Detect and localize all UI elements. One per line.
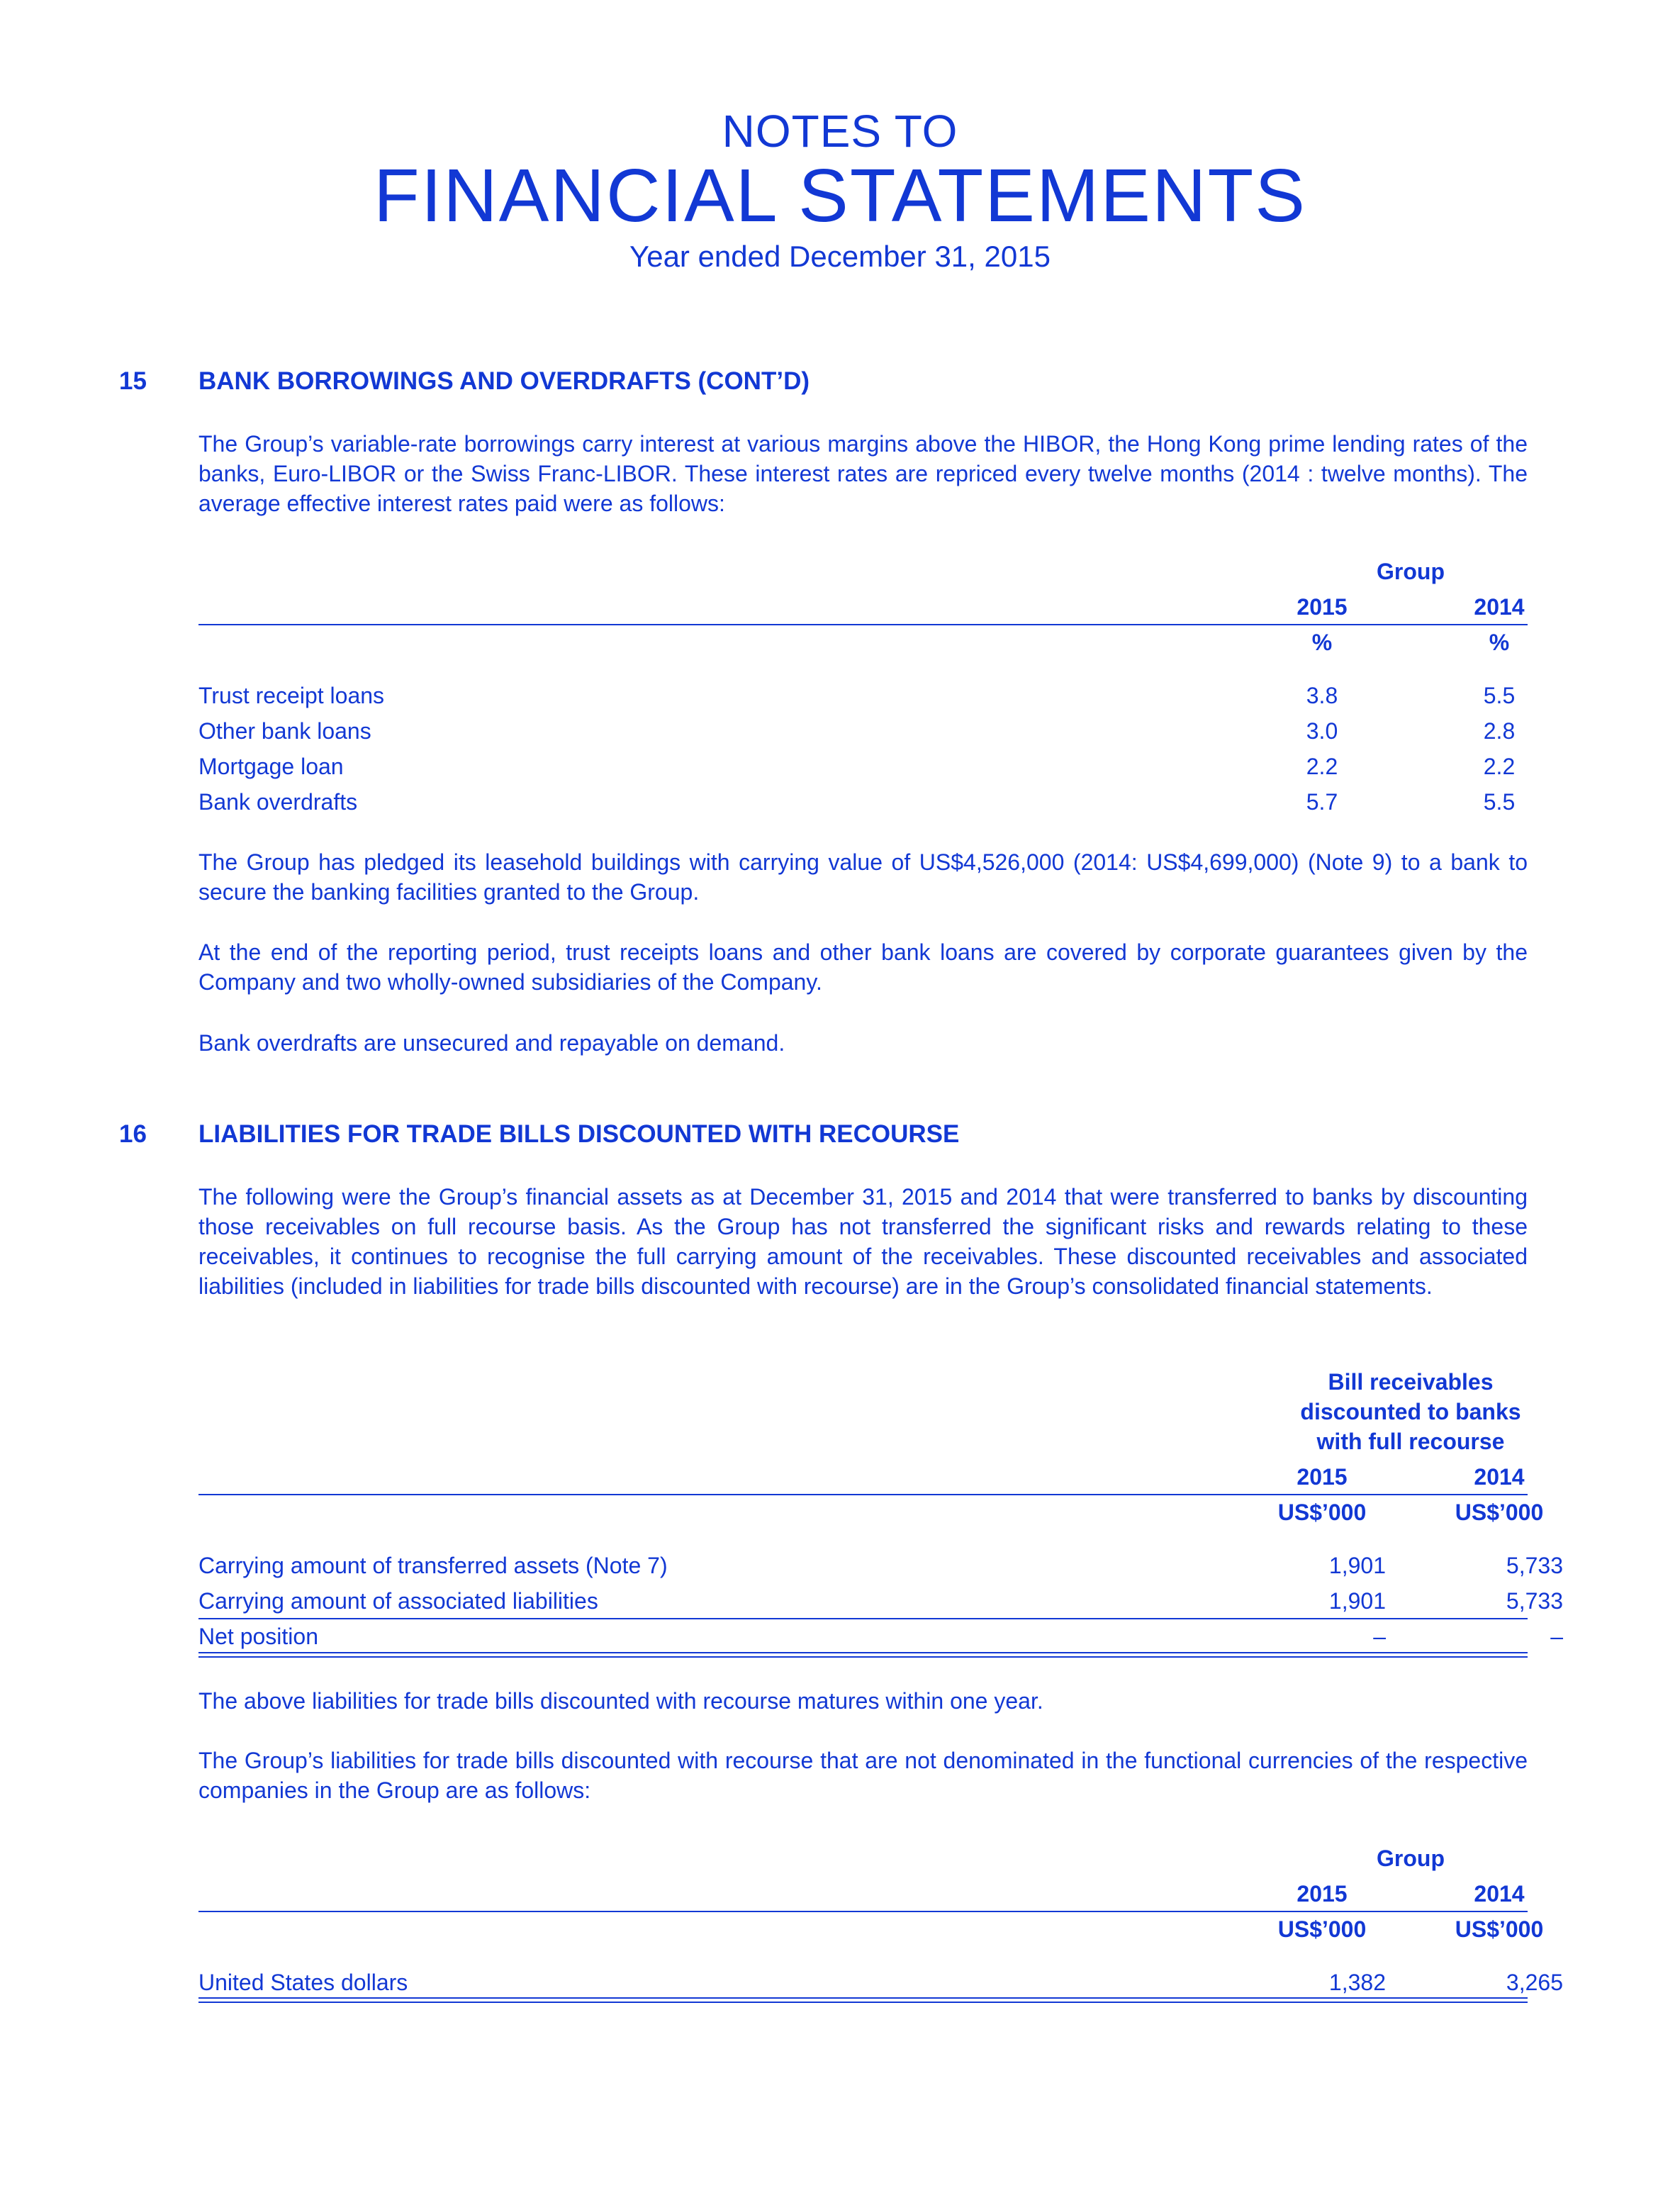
currency-table — [198, 1840, 1563, 2010]
unit-2015: US$’000 — [1277, 1916, 1367, 1942]
interest-rates-table — [198, 553, 1528, 822]
value-2015: 2.2 — [1306, 754, 1338, 779]
row-label: Mortgage loan — [198, 754, 344, 779]
section-16-currency-note: The Group’s liabilities for trade bills discounted with recourse that are not denominated in the functional currencies of the respective companies in the Group are as follows: — [198, 1748, 1528, 1803]
year-2015-header: 2015 — [1297, 594, 1348, 620]
value-2015: 1,901 — [1328, 1553, 1386, 1578]
unit-2015: US$’000 — [1277, 1500, 1367, 1525]
section-16-maturity-note: The above liabilities for trade bills discounted with recourse matures within one year. — [198, 1688, 1043, 1714]
table-head-line3: with full recourse — [1316, 1429, 1505, 1454]
page-header — [0, 106, 1680, 275]
row-label: United States dollars — [198, 1970, 408, 1995]
row-label: Trust receipt loans — [198, 683, 385, 708]
section-16-title: LIABILITIES FOR TRADE BILLS DISCOUNTED WITH RECOURSE — [198, 1120, 960, 1148]
transferred-assets-table — [198, 1365, 1563, 1663]
value-2014: 5.5 — [1483, 683, 1516, 708]
table-head-line2: discounted to banks — [1300, 1399, 1521, 1424]
value-2014: 5,733 — [1506, 1588, 1563, 1614]
section-16-number: 16 — [119, 1120, 147, 1148]
value-2014: 3,265 — [1506, 1970, 1563, 1995]
year-2015-header: 2015 — [1297, 1881, 1348, 1907]
value-2014: 5,733 — [1506, 1553, 1563, 1578]
section-15-pledge-note: The Group has pledged its leasehold buildings with carrying value of US$4,526,000 (2014: US$4,699,000) (Note 9) to a bank to secure the banking facilities granted to the Group. — [198, 849, 1528, 905]
unit-2014: US$’000 — [1455, 1916, 1544, 1942]
unit-2015: % — [1311, 630, 1333, 655]
value-2015: 3.8 — [1306, 683, 1338, 708]
net-position-2015: – — [1373, 1624, 1386, 1649]
year-2014-header: 2014 — [1474, 1881, 1525, 1907]
table-head-line1: Bill receivables — [1328, 1369, 1494, 1395]
row-label: Other bank loans — [198, 718, 371, 744]
header-title: FINANCIAL STATEMENTS — [373, 154, 1307, 238]
net-position-label: Net position — [198, 1624, 318, 1649]
net-position-2014: – — [1550, 1624, 1563, 1649]
value-2014: 2.2 — [1483, 754, 1516, 779]
year-2014-header: 2014 — [1474, 594, 1525, 620]
value-2015: 3.0 — [1306, 718, 1338, 744]
year-2015-header: 2015 — [1297, 1464, 1348, 1490]
value-2014: 5.5 — [1483, 789, 1516, 815]
group-header: Group — [1377, 559, 1445, 584]
total-double-rule — [198, 1997, 1528, 2003]
value-2014: 2.8 — [1483, 718, 1516, 744]
section-15-title: BANK BORROWINGS AND OVERDRAFTS (CONT’D) — [198, 367, 810, 395]
total-double-rule — [198, 1652, 1528, 1658]
subtotal-rule — [198, 1618, 1528, 1619]
section-15-number: 15 — [119, 367, 147, 395]
section-15-guarantee-note: At the end of the reporting period, trust receipts loans and other bank loans are covered by corporate guarantees given by the Company and two wholly-owned subsidiaries of the Company. — [198, 939, 1528, 995]
value-2015: 1,901 — [1328, 1588, 1386, 1614]
value-2015: 1,382 — [1328, 1970, 1386, 1995]
row-label: Bank overdrafts — [198, 789, 358, 815]
unit-2014: US$’000 — [1455, 1500, 1544, 1525]
header-rule — [198, 1911, 1528, 1912]
year-2014-header: 2014 — [1474, 1464, 1525, 1490]
header-period: Year ended December 31, 2015 — [629, 240, 1051, 273]
header-notes-to: NOTES TO — [722, 106, 958, 157]
value-2015: 5.7 — [1306, 789, 1338, 815]
row-label: Carrying amount of transferred assets (Note 7) — [198, 1553, 668, 1578]
header-rule — [198, 1494, 1528, 1495]
group-header: Group — [1377, 1846, 1445, 1871]
unit-2014: % — [1489, 630, 1510, 655]
header-rule — [198, 624, 1528, 625]
section-15-overdraft-note: Bank overdrafts are unsecured and repayable on demand. — [198, 1030, 785, 1056]
section-15-intro: The Group’s variable-rate borrowings carry interest at various margins above the HIBOR, the Hong Kong prime lending rates of the banks, Euro-LIBOR or the Swiss Franc-LIBOR. These interest rates are repriced every twelve months (2014 : twelve months). The average effective interest rates paid were as follows: — [198, 431, 1528, 516]
row-label: Carrying amount of associated liabilities — [198, 1588, 598, 1614]
section-16-intro: The following were the Group’s financial assets as at December 31, 2015 and 2014 that were transferred to banks by discounting those receivables on full recourse basis. As the Group has not transferred the significant risks and rewards relating to these receivables, it continues to recognise the full carrying amount of the receivables. These discounted receivables and associated liabilities (included in liabilities for trade bills discounted with recourse) are in the Group’s consolidated financial statements. — [198, 1184, 1528, 1299]
